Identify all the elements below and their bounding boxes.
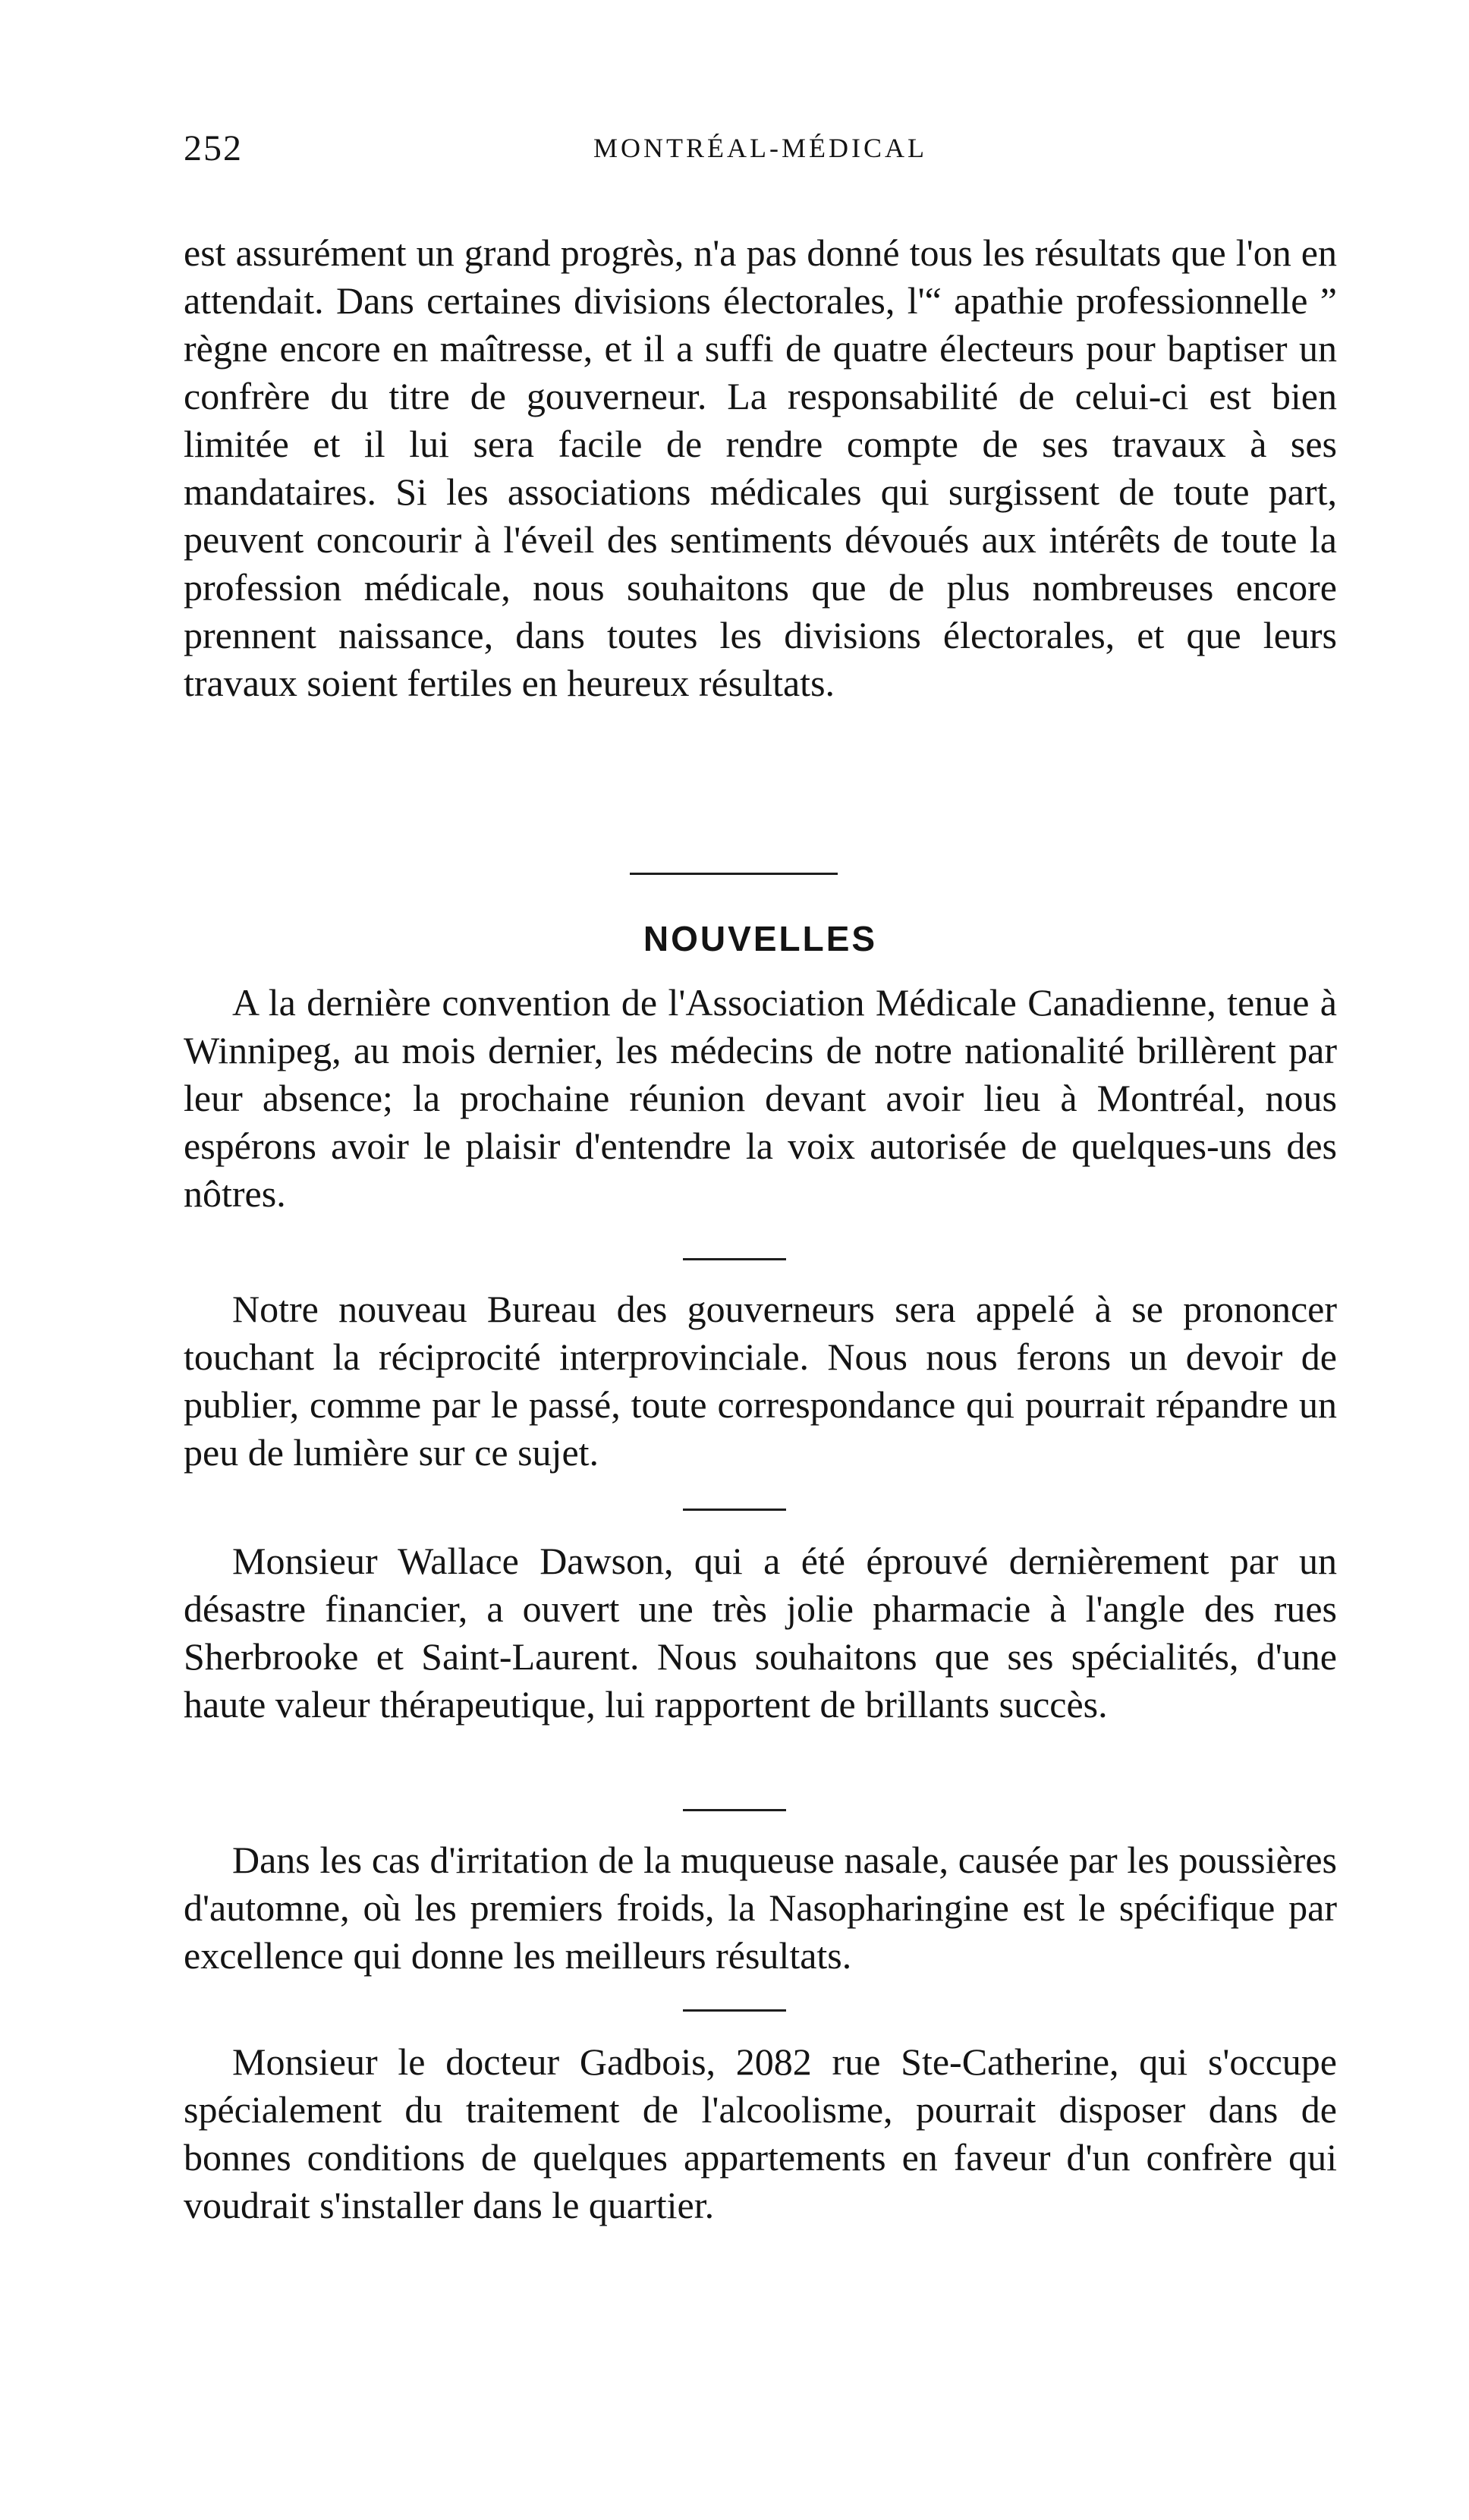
news-item: A la dernière convention de l'Association Médicale Canadienne, tenue à Winnipeg, au mois dernier, les médecins de notre nationalité brillèrent par leur absence; la prochaine réunion devant avoir lieu à Montréal, nous espérons avoir le plaisir d'entendre la voix autorisée de quelques-uns des nôtres. bbox=[184, 981, 1337, 1215]
news-separator bbox=[683, 1258, 786, 1260]
news-separator bbox=[683, 2009, 786, 2012]
running-title: MONTRÉAL-MÉDICAL bbox=[593, 133, 927, 163]
news-item: Monsieur le docteur Gadbois, 2082 rue Ste-Catherine, qui s'occupe spécialement du traitement de l'alcoolisme, pourrait disposer dans de bonnes conditions de quelques appartements en faveur d'un confrère qui voudrait s'installer dans le quartier. bbox=[184, 2040, 1337, 2226]
news-item: Monsieur Wallace Dawson, qui a été éprouvé dernièrement par un désastre financier, a ouvert une très jolie pharmacie à l'angle des rues Sherbrooke et Saint-Laurent. Nous souhaitons que ses spécialités, d'une haute valeur thérapeutique, lui rapportent de brillants succès. bbox=[184, 1540, 1337, 1726]
news-item: Dans les cas d'irritation de la muqueuse nasale, causée par les poussières d'automne, où les premiers froids, la Nasopharingine est le spécifique par excellence qui donne les meilleurs résultats. bbox=[184, 1839, 1337, 1977]
news-separator bbox=[683, 1509, 786, 1511]
section-heading: NOUVELLES bbox=[643, 919, 878, 958]
section-divider bbox=[630, 873, 838, 875]
page-number: 252 bbox=[184, 128, 243, 168]
intro-paragraph: est assurément un grand progrès, n'a pas donné tous les résultats que l'on en attendait. Dans certaines divisions électorales, l'“ apathie professionnelle ” règne encore en maîtresse, et il a suffi de quatre électeurs pour baptiser un confrère du titre de gouverneur. La responsabilité de celui-ci est bien limitée et il lui sera facile de rendre compte de ses travaux à ses mandataires. Si les associations médicales qui surgissent de toute part, peuvent concourir à l'éveil des sentiments dévoués aux intérêts de toute la profession médicale, nous souhaitons que de plus nombreuses encore prennent naissance, dans toutes les divisions électorales, et que leurs travaux soient fertiles en heureux résultats. bbox=[184, 231, 1337, 704]
running-head bbox=[184, 127, 1337, 173]
news-separator bbox=[683, 1809, 786, 1811]
news-item: Notre nouveau Bureau des gouverneurs sera appelé à se prononcer touchant la réciprocité interprovinciale. Nous nous ferons un devoir de publier, comme par le passé, toute correspondance qui pourrait répandre un peu de lumière sur ce sujet. bbox=[184, 1288, 1337, 1474]
